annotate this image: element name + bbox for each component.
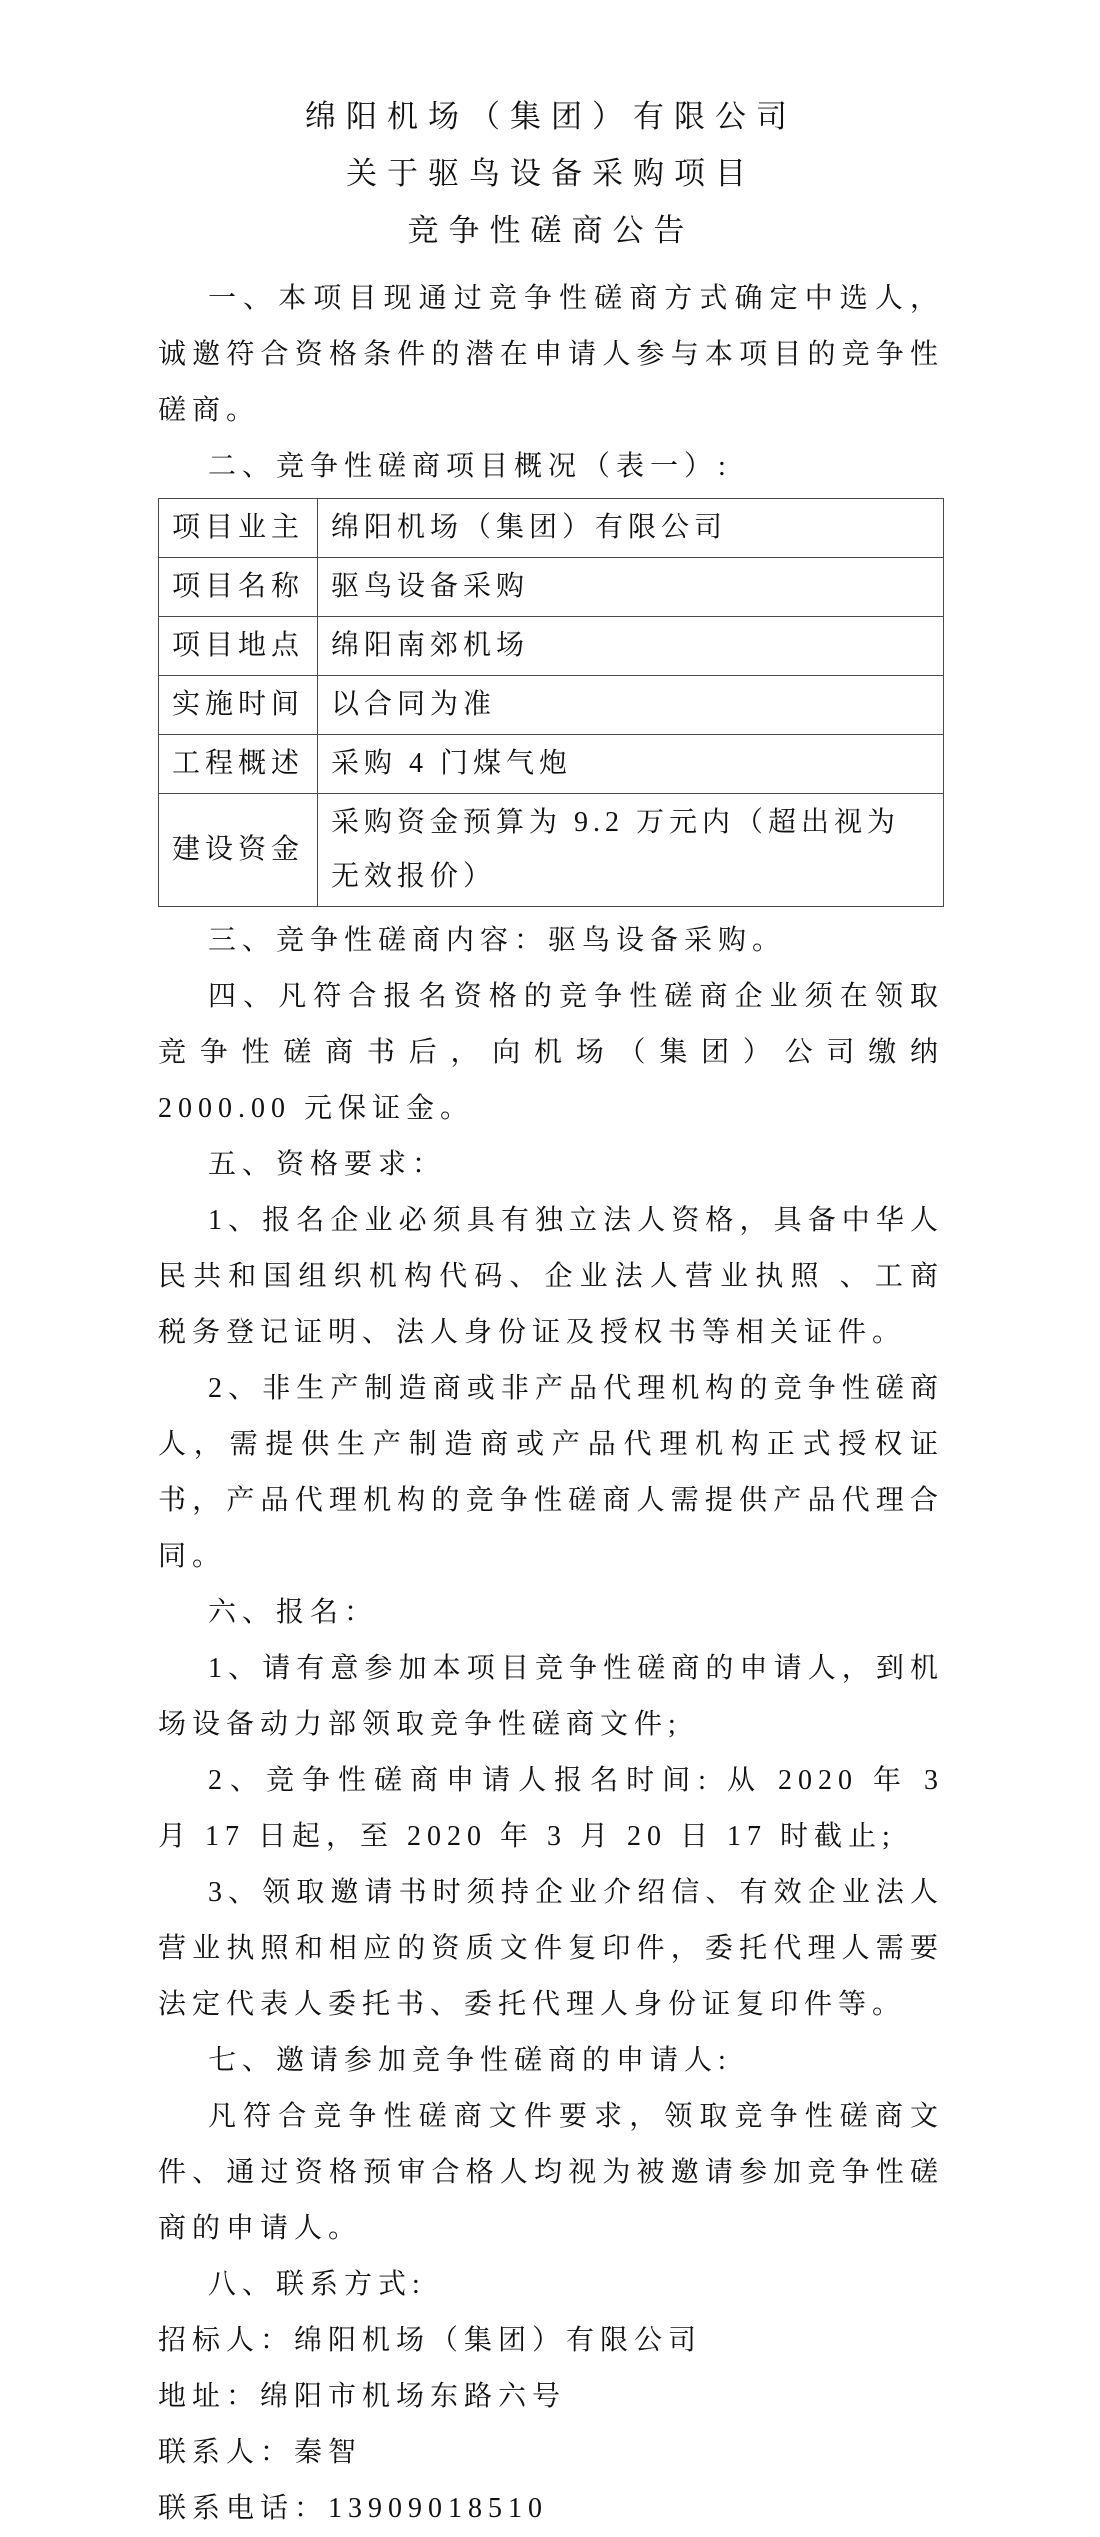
row-value-project-summary: 采购 4 门煤气炮: [318, 735, 944, 794]
table-row: [159, 617, 944, 676]
contact-person: 联系人：秦智: [158, 2437, 363, 2468]
paragraph-6-item-3: 3、领取邀请书时须持企业介绍信、有效企业法人营业执照和相应的资质文件复印件，委托代理人需要法定代表人委托书、委托代理人身份证复印件等。: [158, 1877, 944, 2020]
row-value-construction-funds: 采购资金预算为 9.2 万元内（超出视为无效报价）: [318, 794, 944, 907]
row-value-implementation-time: 以合同为准: [318, 676, 944, 735]
paragraph-3: 三、竞争性磋商内容：驱鸟设备采购。: [208, 925, 787, 956]
title-line-2: 关于驱鸟设备采购项目: [346, 156, 756, 191]
paragraph-5: 五、资格要求：: [208, 1149, 447, 1180]
paragraph-7: 七、邀请参加竞争性磋商的申请人:: [208, 2045, 732, 2076]
row-label-construction-funds: 建设资金: [159, 794, 318, 907]
project-overview-table: [158, 498, 944, 907]
paragraph-5-item-2: 2、非生产制造商或非产品代理机构的竞争性磋商人，需提供生产制造商或产品代理机构正式授权证书，产品代理机构的竞争性磋商人需提供产品代理合同。: [158, 1373, 944, 1572]
paragraph-6-item-1: 1、请有意参加本项目竞争性磋商的申请人，到机场设备动力部领取竞争性磋商文件;: [158, 1653, 944, 1740]
paragraph-8: 八、联系方式:: [208, 2269, 426, 2300]
table-row: [159, 676, 944, 735]
table-row: [159, 794, 944, 907]
table-row: [159, 735, 944, 794]
contact-phone: 联系电话：13909018510: [158, 2493, 549, 2524]
table-row: [159, 558, 944, 617]
title-line-1: 绵阳机场（集团）有限公司: [305, 99, 797, 134]
contact-bidder: 招标人：绵阳机场（集团）有限公司: [158, 2325, 703, 2356]
paragraph-7-body: 凡符合竞争性磋商文件要求，领取竞争性磋商文件、通过资格预审合格人均视为被邀请参加竞争性磋商的申请人。: [158, 2101, 944, 2244]
row-label-project-location: 项目地点: [159, 617, 318, 676]
paragraph-6-item-2: 2、竞争性磋商申请人报名时间: 从 2020 年 3 月 17 日起，至 2020 年 3 月 20 日 17 时截止;: [158, 1765, 944, 1852]
paragraph-6: 六、报名：: [208, 1597, 379, 1628]
paragraph-5-item-1: 1、报名企业必须具有独立法人资格，具备中华人民共和国组织机构代码、企业法人营业执照 、工商税务登记证明、法人身份证及授权书等相关证件。: [158, 1205, 944, 1348]
row-value-project-location: 绵阳南郊机场: [318, 617, 944, 676]
row-label-project-summary: 工程概述: [159, 735, 318, 794]
paragraph-1: 一、本项目现通过竞争性磋商方式确定中选人，诚邀符合资格条件的潜在申请人参与本项目的竞争性磋商。: [158, 283, 944, 426]
contact-address: 地址：绵阳市机场东路六号: [158, 2381, 567, 2412]
table-row: [159, 499, 944, 558]
paragraph-4: 四、凡符合报名资格的竞争性磋商企业须在领取竞争性磋商书后，向机场（集团）公司缴纳 2000.00 元保证金。: [158, 981, 944, 1124]
row-value-project-name: 驱鸟设备采购: [318, 558, 944, 617]
title-line-3: 竞争性磋商公告: [407, 213, 695, 248]
paragraph-2: 二、竞争性磋商项目概况（表一）:: [208, 451, 732, 482]
row-value-project-owner: 绵阳机场（集团）有限公司: [318, 499, 944, 558]
row-label-project-name: 项目名称: [159, 558, 318, 617]
row-label-implementation-time: 实施时间: [159, 676, 318, 735]
row-label-project-owner: 项目业主: [159, 499, 318, 558]
